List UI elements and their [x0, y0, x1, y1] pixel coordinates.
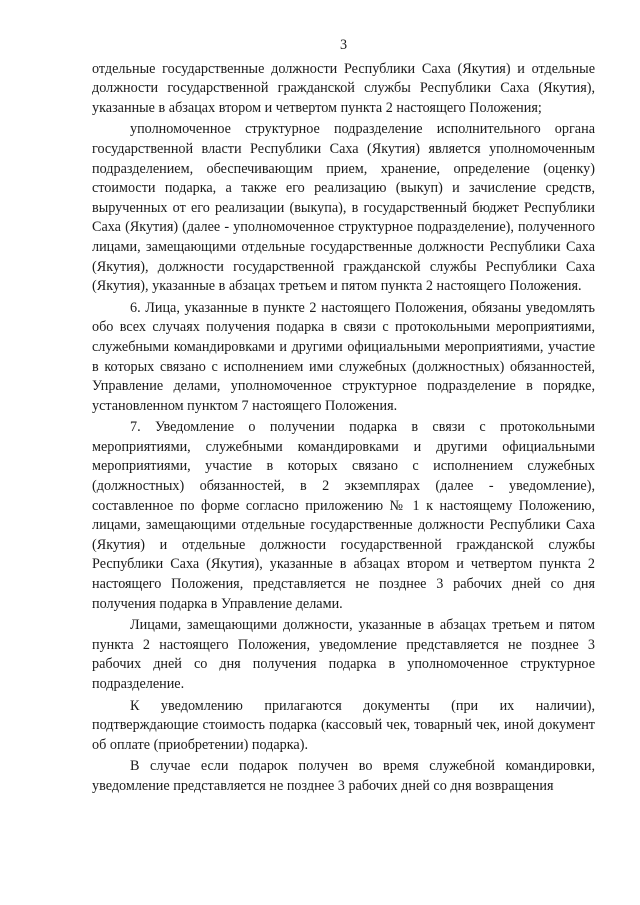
paragraph-item-6: 6. Лица, указанные в пункте 2 настоящего Положения, обязаны уведомлять обо всех случаях получения подарка в связи с протокольными мероприятиями, служебными командировками и другими официальными мероприятиями, участие в которых связано с исполнением ими служебных (должностных) обязанностей, Управление делами, уполномоченное структурное подразделение в порядке, установленном пунктом 7 настоящего Положения. — [92, 299, 595, 414]
paragraph-authorized-unit: уполномоченное структурное подразделение исполнительного органа государственной власти Республики Саха (Якутия) является уполномоченным подразделением, обеспечивающим прием, хранение, определение (оценку) стоимости подарка, а также его реализацию (выкуп) и зачисление средств, вырученных от его реализации (выкупа), в государственный бюджет Республики Саха (Якутия) (далее - уполномоченное структурное подразделение), полученного лицами, замещающими отдельные государственные должности Республики Саха (Якутия), должности государственной гражданской службы Республики Саха (Якутия), указанные в абзацах третьем и пятом пункта 2 настоящего Положения. — [92, 121, 595, 295]
paragraph-business-trip: В случае если подарок получен во время служебной командировки, уведомление представляется не позднее 3 рабочих дней со дня возвращения — [92, 758, 595, 794]
paragraph-item-7: 7. Уведомление о получении подарка в связи с протокольными мероприятиями, служебными командировками и другими официальными мероприятиями, участие в которых связано с исполнением служебных (должностных) обязанностей, в 2 экземплярах (далее - уведомление), составленное по форме согласно приложению № 1 к настоящему Положению, лицами, замещающими отдельные государственные должности Республики Саха (Якутия) и отдельные должности государственной гражданской службы Республики Саха (Якутия), указанные в абзацах втором и четвертом пункта 2 настоящего Положения, представляется не позднее 3 рабочих дней со дня получения подарка в Управление делами. — [92, 419, 595, 612]
paragraph-continuation: отдельные государственные должности Республики Саха (Якутия) и отдельные должности государственной гражданской службы Республики Саха (Якутия), указанные в абзацах втором и четвертом пункта 2 настоящего Положения; — [92, 60, 595, 116]
page-number: 3 — [339, 37, 348, 53]
document-page — [92, 36, 595, 799]
paragraph-attachments: К уведомлению прилагаются документы (при их наличии), подтверждающие стоимость подарка (кассовый чек, товарный чек, иной документ об оплате (приобретении) подарка). — [92, 697, 595, 753]
paragraph-persons-notification: Лицами, замещающими должности, указанные в абзацах третьем и пятом пункта 2 настоящего Положения, уведомление представляется не позднее 3 рабочих дней со дня получения подарка в уполномоченное структурное подразделение. — [92, 617, 595, 692]
